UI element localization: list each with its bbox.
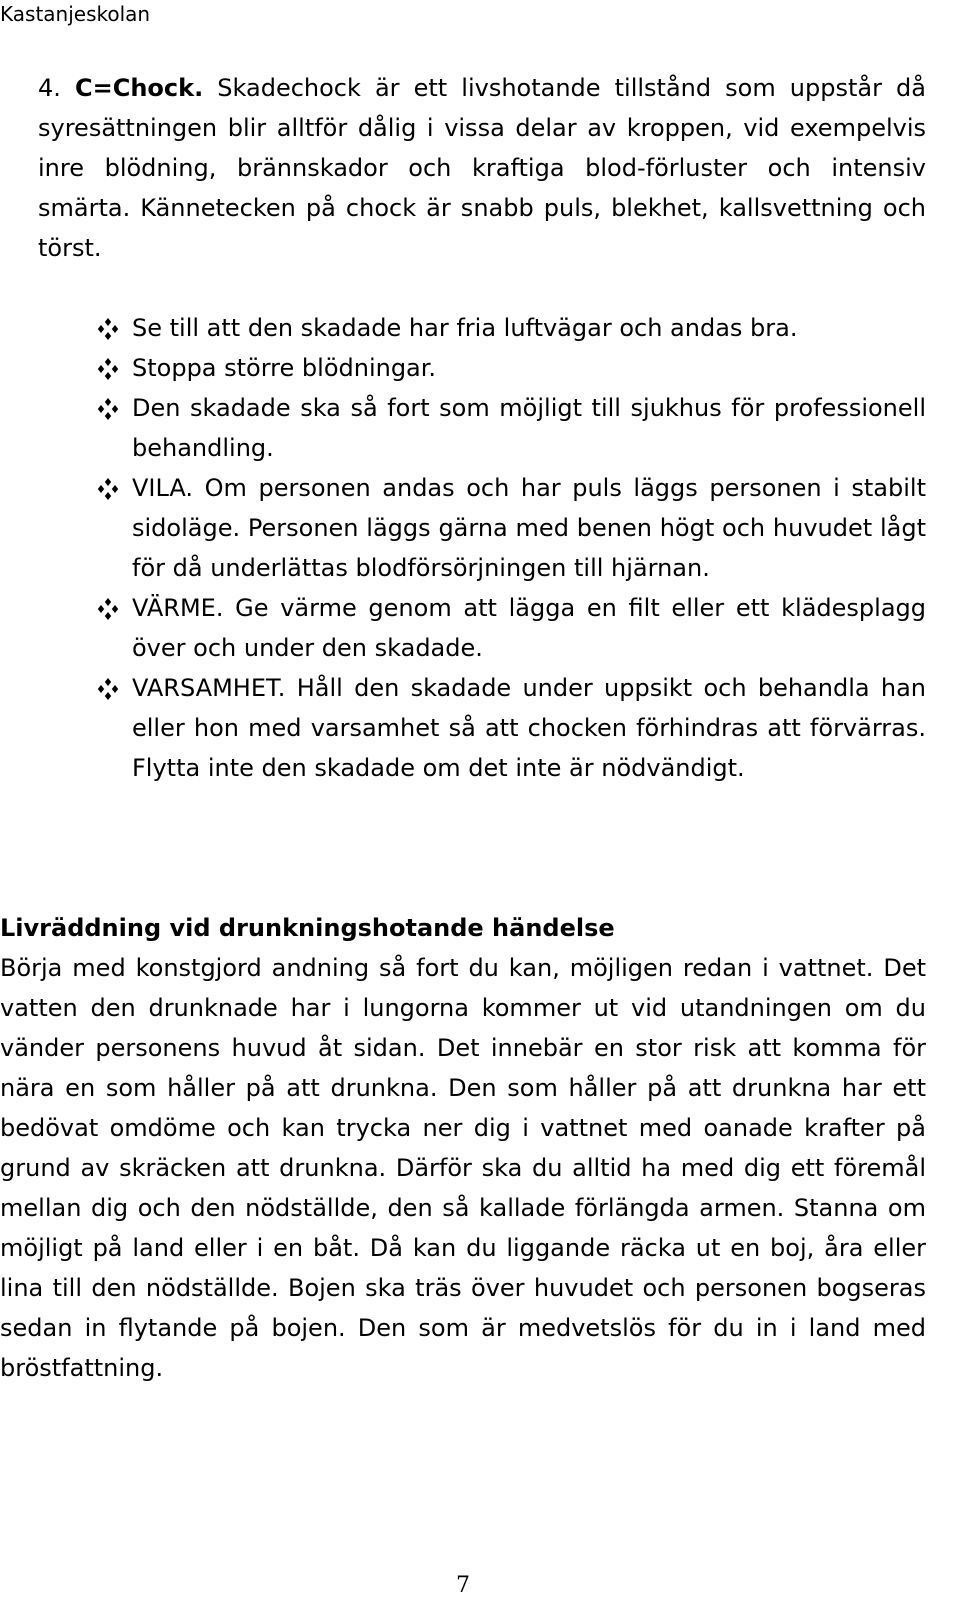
rescue-paragraph: Börja med konstgjord andning så fort du kan, möjligen redan i vattnet. Det vatten den drunknade har i lungorna kommer ut vid utandningen om du vänder personens huvud åt sidan. Det innebär en stor risk att komma för nära en som håller på att drunkna. Den som håller på att drunkna har ett bedövat omdöme och kan trycka ner dig i vattnet med oanade krafter på grund av skräcken att drunkna. Därför ska du alltid ha med dig ett föremål mellan dig och den nödställde, den så kallade förlängda armen. Stanna om möjligt på land eller i en båt. Då kan du liggande räcka ut en boj, åra eller lina till den nödställde. Bojen ska träs över huvudet och personen bogseras sedan in flytande på bojen. Den som är medvetslös för du in i land med bröstfattning. (0, 954, 926, 1382)
bullet-text: Se till att den skadade har fria luftvägar och andas bra. (132, 314, 798, 342)
bullet-item (96, 588, 926, 668)
bullet-item (96, 348, 926, 388)
bullet-text: Den skadade ska så fort som möjligt till sjukhus för professionell behandling. (132, 394, 926, 462)
section-term: C=Chock. (75, 74, 204, 102)
bullet-item (96, 668, 926, 788)
bullet-item (96, 468, 926, 588)
rescue-heading-text: Livräddning vid drunkningshotande händelse (0, 914, 615, 942)
bullet-text: Stoppa större blödningar. (132, 354, 437, 382)
rescue-heading (0, 908, 615, 948)
bullet-text: VÄRME. Ge värme genom att lägga en filt eller ett klädesplagg över och under den skadade. (132, 594, 926, 662)
four-diamond-star-icon (96, 477, 120, 501)
four-diamond-star-icon (96, 677, 120, 701)
section-paragraph: Skadechock är ett livshotande tillstånd som uppstår då syresättningen blir alltför dålig i vissa delar av kroppen, vid exempelvis inre blödning, brännskador och kraftiga blod-förluster och intensiv smärta. Kännetecken på chock är snabb puls, blekhet, kallsvettning och törst. (38, 74, 926, 262)
four-diamond-star-icon (96, 597, 120, 621)
bullet-item (96, 308, 926, 348)
page-header (0, 2, 150, 26)
four-diamond-star-icon (96, 317, 120, 341)
bullet-item (96, 388, 926, 468)
school-name: Kastanjeskolan (0, 2, 151, 26)
page-number: 7 (456, 1573, 470, 1598)
bullet-text: VARSAMHET. Håll den skadade under uppsikt och behandla han eller hon med varsamhet så att chocken förhindras att förvärras. Flytta inte den skadade om det inte är nödvändigt. (132, 674, 926, 782)
bullet-list (96, 308, 926, 788)
four-diamond-star-icon (96, 357, 120, 381)
section-number: 4. (38, 74, 61, 102)
four-diamond-star-icon (96, 397, 120, 421)
shock-section (38, 68, 926, 268)
bullet-text: VILA. Om personen andas och har puls läggs personen i stabilt sidoläge. Personen läggs gärna med benen högt och huvudet lågt för då underlättas blodförsörjningen till hjärnan. (132, 474, 926, 582)
